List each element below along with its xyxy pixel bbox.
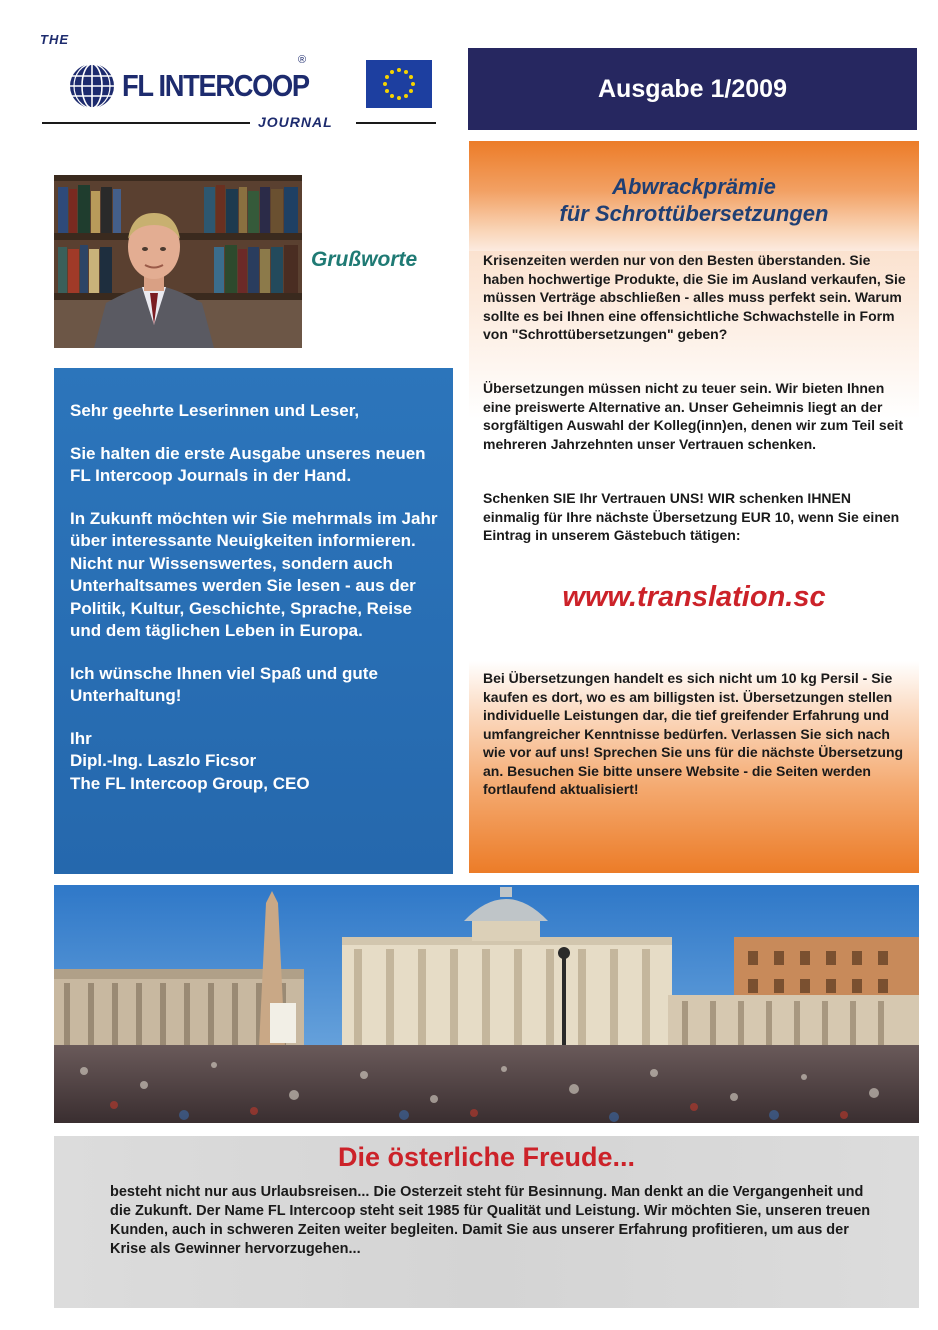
fl-intercoop-logo [36,30,446,130]
eu-flag-icon [366,60,432,108]
logo-rule-left [42,122,250,124]
issue-label: Ausgabe 1/2009 [598,74,787,103]
easter-title: Die österliche Freude... [337,1142,636,1172]
st-peters-square-photo [54,885,919,1123]
website-link[interactable]: www.translation.sc [562,581,826,613]
easter-text: besteht nicht nur aus Urlaubsreisen... Die Osterzeit steht für Besinnung. Man denkt an die Vergangenheit und die Zukunft. Der Name FL Intercoop steht seit 1985 für Qualität und Leistung. Wir möchten Sie, unseren treuen Kunden, auch in schweren Zeiten weiter begleiten. Damit Sie aus unserer Erfahrung profitieren, um aus der Krise als Gewinner hervorzugehen... [110,1184,871,1257]
issue-banner [468,48,917,130]
logo-the: THE [40,32,69,47]
letter-paragraph: In Zukunft möchten wir Sie mehrmals im Jahr über interessante Neuigkeiten informieren. Nicht nur Wissenswertes, sondern auch Unterhaltsames werden Sie lesen - aus der Politik, Kultur, Geschichte, Sprache, Reise und dem täglichen Leben in Europa. [70,508,438,640]
logo-rule-right [356,122,436,124]
letter-salutation: Sehr geehrte Leserinnen und Leser, [70,401,360,420]
logo-journal: JOURNAL [258,114,333,130]
article-title-line-1: Abwrackprämie [612,174,776,199]
easter-section [54,1136,919,1308]
logo-name: FL INTERCOOP [122,68,309,103]
greeting-letter [54,368,453,874]
letter-sign-title: The FL Intercoop Group, CEO [70,773,310,793]
letter-sign-ihr: Ihr [70,728,92,748]
author-photo [54,175,302,348]
letter-paragraph: Ich wünsche Ihnen viel Spaß und gute Unterhaltung! [70,663,378,705]
globe-icon [68,62,116,110]
article-title-line-2: für Schrottübersetzungen [559,201,829,226]
greeting-title: Grußworte [311,248,418,271]
article-paragraph-2: Übersetzungen müssen nicht zu teuer sein. Wir bieten Ihnen eine preiswerte Alternative an. Unser Geheimnis liegt an der sorgfältigen Auswahl der Kolleg(inn)en, denen wir zum Teil seit mehreren Jahrzehnten unser Vertrauen schenken. [483,380,904,452]
article-paragraph-4: Bei Übersetzungen handelt es sich nicht um 10 kg Persil - Sie kaufen es dort, wo es am billigsten ist. Übersetzungen stellen individuelle Leistungen dar, die tief greifender Erfahrung und umfangreicher Kenntnisse bedürfen. Verlassen Sie sich nach wie vor auf uns! Sprechen Sie uns für die nächste Übersetzung an. Besuchen Sie bitte unsere Website - die Seiten werden fortlaufend aktualisiert! [483,670,904,797]
article-column [469,141,919,873]
registered-mark: ® [298,54,307,66]
letter-paragraph: Sie halten die erste Ausgabe unseres neuen FL Intercoop Journals in der Hand. [70,443,426,485]
article-paragraph-1: Krisenzeiten werden nur von den Besten überstanden. Sie haben hochwertige Produkte, die Sie im Ausland verkaufen, Sie müssen Verträge abschließen - alles muss perfekt sein. Warum sollte es bei Ihnen eine offensichtliche Schwachstelle in Form von "Schrottübersetzungen" geben? [483,252,906,342]
article-title [469,173,919,227]
letter-sign-name: Dipl.-Ing. Laszlo Ficsor [70,751,257,770]
article-paragraph-3: Schenken SIE Ihr Vertrauen UNS! WIR schenken IHNEN einmalig für Ihre nächste Übersetzung EUR 10, wenn Sie einen Eintrag in unserem Gästebuch tätigen: [483,490,900,543]
